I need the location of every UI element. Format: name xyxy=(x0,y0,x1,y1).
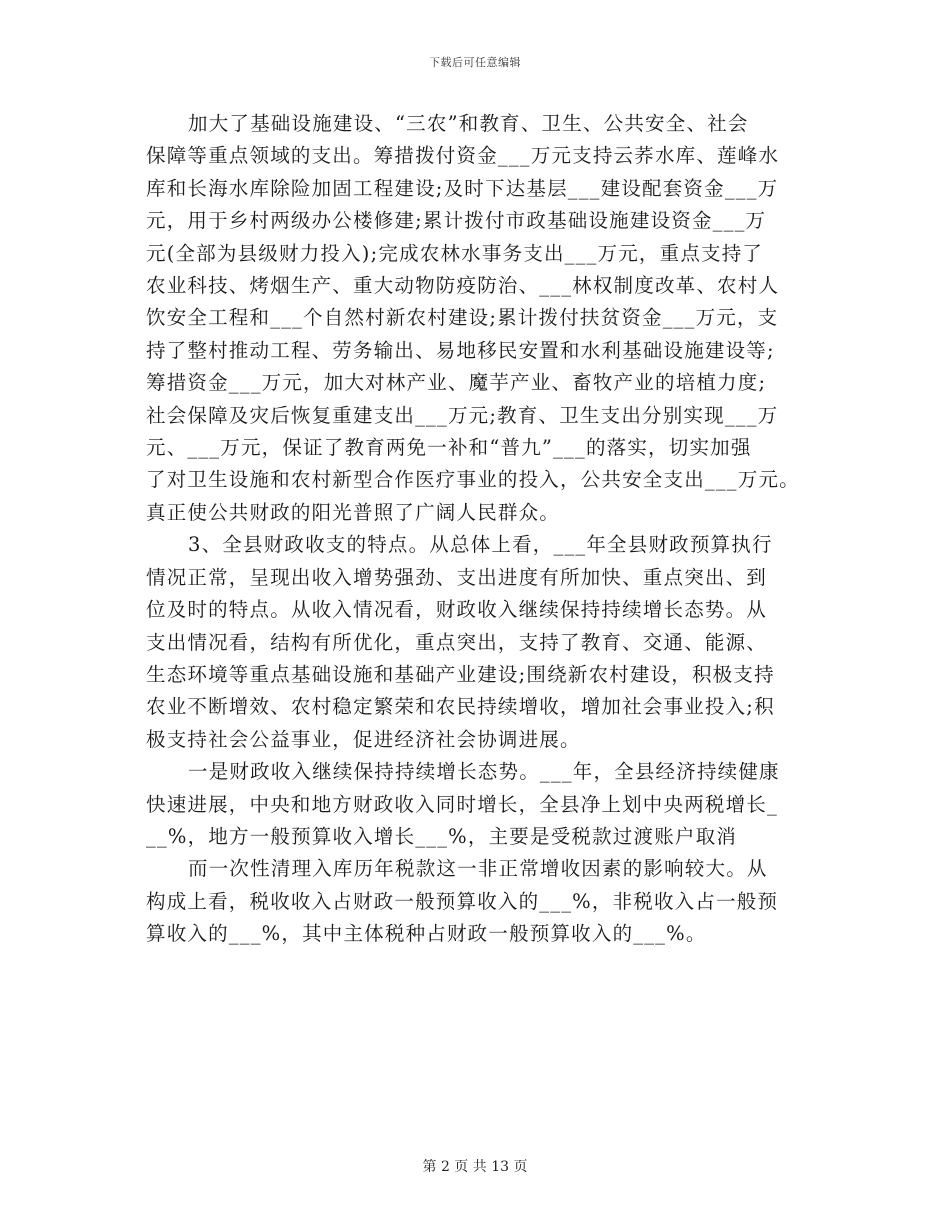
paragraph-line: 持了整村推动工程、劳务输出、易地移民安置和水利基础设施建设等; xyxy=(146,338,775,362)
paragraph-line: 快速进展，中央和地方财政收入同时增长，全县净上划中央两税增长_ xyxy=(146,792,778,816)
paragraph-line: 生态环境等重点基础设施和基础产业建设;围绕新农村建设，积极支持 xyxy=(146,662,775,686)
page-number-footer: 第 2 页 共 13 页 xyxy=(422,1159,528,1175)
paragraph-line: 库和长海水库除险加固工程建设;及时下达基层___建设配套资金___万 xyxy=(146,176,779,200)
paragraph-line: 一是财政收入继续保持持续增长态势。___年，全县经济持续健康 xyxy=(188,760,780,784)
paragraph-line: 筹措资金___万元，加大对林产业、魔芋产业、畜牧产业的培植力度; xyxy=(146,371,767,395)
paragraph-line: 支出情况看，结构有所优化，重点突出，支持了教育、交通、能源、 xyxy=(146,630,768,654)
paragraph-line: 算收入的___%，其中主体税种占财政一般预算收入的___%。 xyxy=(146,922,707,946)
paragraph-line: 农业科技、烤烟生产、重大动物防疫防治、___林权制度改革、农村人 xyxy=(146,274,780,298)
document-body xyxy=(146,108,826,951)
paragraph-line: 3、全县财政收支的特点。从总体上看，___年全县财政预算执行 xyxy=(188,533,773,557)
paragraph-line: 构成上看，税收收入占财政一般预算收入的___%，非税收入占一般预 xyxy=(146,889,779,913)
paragraph-line: 加大了基础设施建设、“三农”和教育、卫生、公共安全、社会 xyxy=(188,112,749,135)
page-header-note: 下载后可任意编辑 xyxy=(429,56,521,69)
paragraph-line: 元(全部为县级财力投入);完成农林水事务支出___万元，重点支持了 xyxy=(146,241,764,265)
paragraph-line: 饮安全工程和___个自然村新农村建设;累计拨付扶贫资金___万元，支 xyxy=(146,306,779,330)
paragraph-line: 真正使公共财政的阳光普照了广阔人民群众。 xyxy=(146,500,561,524)
paragraph-line: 农业不断增效、农村稳定繁荣和农民持续增收，增加社会事业投入;积 xyxy=(146,695,775,719)
paragraph-line: 情况正常，呈现出收入增势强劲、支出进度有所加快、重点突出、到 xyxy=(146,565,768,589)
paragraph-line: 位及时的特点。从收入情况看，财政收入继续保持持续增长态势。从 xyxy=(146,598,768,622)
paragraph-line: 极支持社会公益事业，促进经济社会协调进展。 xyxy=(146,727,581,751)
paragraph-line: __%，地方一般预算收入增长___%，主要是受税款过渡账户取消 xyxy=(146,824,738,848)
paragraph-line: 元、___万元，保证了教育两免一补和“普九”___的落实，切实加强 xyxy=(146,436,752,460)
paragraph-line: 元，用于乡村两级办公楼修建;累计拨付市政基础设施建设资金___万 xyxy=(146,209,767,233)
paragraph-line: 而一次性清理入库历年税款这一非正常增收因素的影响较大。从 xyxy=(188,857,768,881)
paragraph-line: 保障等重点领域的支出。筹措拨付资金___万元支持云荞水库、莲峰水 xyxy=(146,144,780,168)
paragraph-line: 了对卫生设施和农村新型合作医疗事业的投入，公共安全支出___万元。 xyxy=(146,468,800,492)
paragraph-line: 社会保障及灾后恢复重建支出___万元;教育、卫生支出分别实现___万 xyxy=(146,403,779,427)
